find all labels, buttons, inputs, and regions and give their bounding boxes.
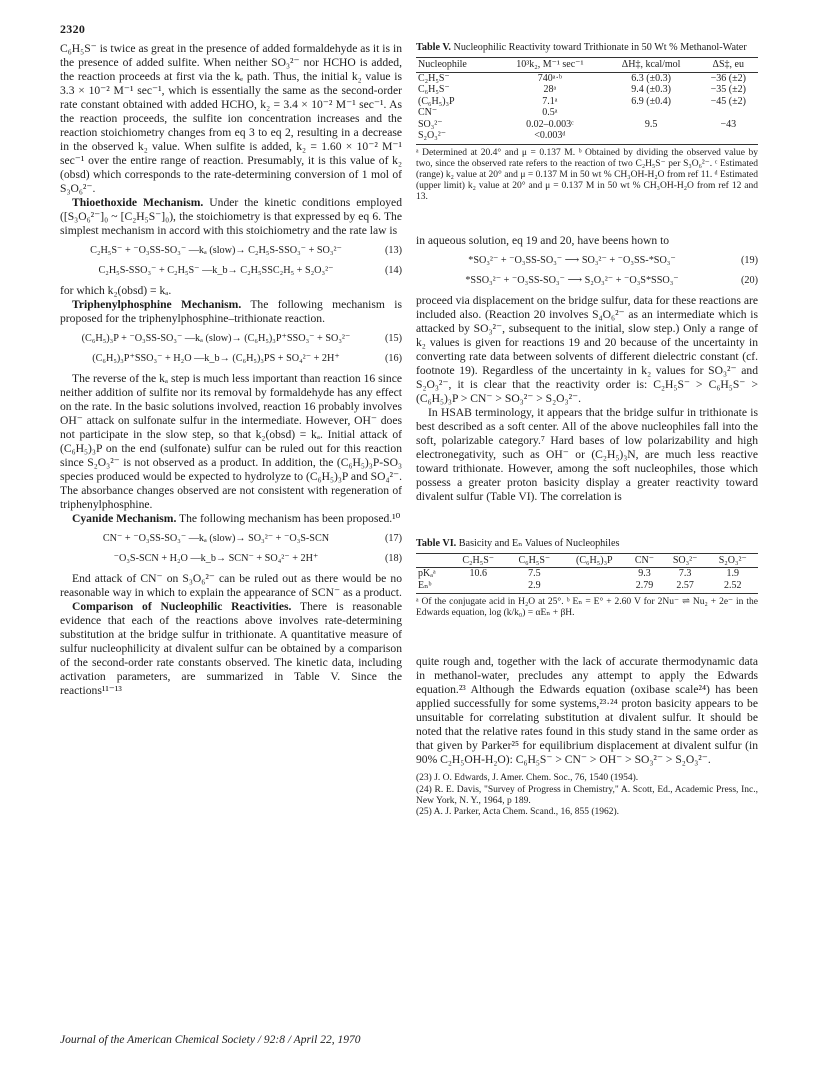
table-row <box>416 96 758 108</box>
right-column <box>416 42 758 818</box>
section-triphenylphosphine <box>60 298 402 326</box>
column-header: C₆H₅S⁻ <box>506 553 562 568</box>
table-footnote: ᵃ Determined at 20.4° and μ = 0.137 M. ᵇ Obtained by dividing the observed value by two, since the observed rate refers to the reaction of two C₂H₅S⁻ per S₃O₆²⁻. ᶜ Estimated (range) k₂ value at 20° and μ = 0.137 M in 50 wt % CH₃OH-H₂O from ref 11. ᵈ Estimated (upper limit) k₂ value at 20° and μ = 0.137 M in 50 wt % CH₃OH-H₂O from ref 12 and 13. <box>416 147 758 203</box>
table-cell <box>604 130 699 144</box>
table-cell: −36 (±2) <box>710 72 746 84</box>
table-caption: Basicity and Eₙ Values of Nucleophiles <box>456 537 620 549</box>
equation-number: (15) <box>385 333 402 344</box>
table-cell <box>604 107 699 119</box>
table-6 <box>416 538 758 620</box>
body-paragraph: for which k₂(obsd) = kₐ. <box>60 284 172 297</box>
table-cell: 7.3 <box>678 568 692 580</box>
equation-15 <box>60 332 402 346</box>
table-cell <box>562 580 626 594</box>
column-header: C₂H₅S⁻ <box>450 553 506 568</box>
equation-text: C₂H₅S-SSO₃⁻ + C₂H₅S⁻ —k_b→ C₂H₅SSC₂H₅ + S₂O₃²⁻ <box>98 265 334 276</box>
column-header: ΔH‡, kcal/mol <box>604 58 699 73</box>
equation-number: (20) <box>741 274 758 286</box>
table-cell <box>699 107 758 119</box>
journal-footer: Journal of the American Chemical Society / 92:8 / April 22, 1970 <box>60 1034 361 1046</box>
table-cell: 9.4 (±0.3) <box>631 84 671 95</box>
table-footnote: ᵃ Of the conjugate acid in H₂O at 25°. ᵇ Eₙ = E° + 2.60 V for 2Nu⁻ ⇌ Nu₂ + 2e⁻ in the Edwards equation, log (k/k₀) = αEₙ + βH. <box>416 597 758 619</box>
table-cell: Eₙᵇ <box>416 580 450 594</box>
table-cell: 2.9 <box>506 580 562 594</box>
table-cell: 0.02–0.003ᶜ <box>526 118 574 130</box>
body-text: Under the kinetic conditions employed ([S₃O₆²⁻]₀ ~ [C₂H₅S⁻]₀), the stoichiometry is that expressed by eq 6. The simplest mechanism in accord with this stoichiometry and the rate law is <box>60 196 402 237</box>
column-header: S₂O₃²⁻ <box>708 553 758 568</box>
body-paragraph: in aqueous solution, eq 19 and 20, have beens hown to <box>416 233 670 247</box>
table-cell: SO₃²⁻ <box>418 118 443 130</box>
equation-20 <box>416 274 758 288</box>
equation-number: (17) <box>385 533 402 544</box>
table-label: Table V. <box>416 42 451 53</box>
page-number: 2320 <box>60 22 86 36</box>
equation-number: (13) <box>385 245 402 256</box>
equation-17 <box>60 532 402 546</box>
reference-item: (25) A. J. Parker, Acta Chem. Scand., 16, 855 (1962). <box>416 807 620 818</box>
table-cell: 6.9 (±0.4) <box>631 95 671 107</box>
column-header: ΔS‡, eu <box>699 58 758 73</box>
table-row <box>416 84 758 96</box>
body-text: The following mechanism is proposed for the triphenylphosphine–trithionate reaction. <box>60 298 402 325</box>
section-heading: Cyanide Mechanism. <box>72 512 177 525</box>
body-paragraph: proceed via displacement on the bridge sulfur, data for these reactions are included also. (Reaction 20 involves S₄O₆²⁻ as an intermediate which is attacked by SO₃²⁻, subsequent to the initial, slow step.) Only a range of k₂ values is given for reactions 19 and 20 because of the uncertainty in converting rate data between solvents of different dielectric constant (cf. footnote 19). Regardless of the uncertainty in k₂ values for SO₃²⁻ and S₂O₃²⁻, it is clear that the reactivity order is: C₂H₅S⁻ > C₆H₅S⁻ > (C₆H₅)₃P > CN⁻ > SO₃²⁻ > S₂O₃²⁻. <box>416 293 758 405</box>
body-paragraph: End attack of CN⁻ on S₃O₆²⁻ can be ruled out as there would be no reasonable way in which to explain the appearance of SCN⁻ as a product. <box>60 572 402 599</box>
table-cell: pKₐᵃ <box>418 568 436 580</box>
body-paragraph: quite rough and, together with the lack of accurate thermodynamic data in methanol-water, precludes any attempt to apply the Edwards equation.²³ Although the Edwards equation (oxibase scale²⁴) has been applied successfully for some systems,²³·²⁴ proton basicity appears to be unsuitable for correlating substitution at divalent sulfur. It should be noted that the relative rates found in this study stand in the same order as that given by Parker²⁵ for equilibrium displacement at divalent sulfur (in 90% C₂H₅OH-H₂O): C₆H₅S⁻ > CN⁻ > OH⁻ > SO₃²⁻ > S₂O₃²⁻. <box>416 655 758 767</box>
equation-number: (18) <box>385 553 402 564</box>
section-comparison <box>60 600 402 698</box>
table-cell: −45 (±2) <box>710 95 746 107</box>
table-cell: 9.3 <box>638 568 651 580</box>
column-header: SO₃²⁻ <box>663 553 708 568</box>
table-row <box>416 119 758 131</box>
table-cell: CN⁻ <box>418 107 438 118</box>
table-cell: 740ᵃ·ᵇ <box>537 72 562 84</box>
table-row <box>416 130 758 144</box>
body-text: The following mechanism has been proposed.¹⁰ <box>176 512 401 525</box>
equation-number: (16) <box>385 353 402 364</box>
equation-14 <box>60 264 402 278</box>
table-cell: C₆H₅S⁻ <box>418 84 450 95</box>
table-cell: 2.57 <box>663 580 708 594</box>
column-header: (C₆H₅)₃P <box>562 553 626 568</box>
table-cell: 9.5 <box>644 118 658 130</box>
table-row <box>416 568 758 580</box>
table-title <box>416 42 758 54</box>
table-cell: 28ᵃ <box>543 84 557 95</box>
body-paragraph: The reverse of the kₐ step is much less important than reaction 16 since neither addition of sulfite nor its removal by formaldehyde has any effect on the rate. In the basic solutions involved, reaction 16 probably involves OH⁻ attack on sulfonate sulfur in the intermediate. However, OH⁻ does not participate in the slow step, so that k₂(obsd) = kₐ. Initial attack of (C₆H₅)₃P on the end (sulfonate) sulfur can be ruled out for this reaction since S₂O₃²⁻ is not observed as a product. In addition, the (C₆H₅)₃P-SO₃ species produced would be expected to hydrolyze to (C₆H₅)₃P and SO₄²⁻. The absorbance changes observed are not consistent with regeneration of triphenylphosphine. <box>60 372 402 511</box>
section-heading: Comparison of Nucleophilic Reactivities. <box>72 600 292 613</box>
reference-item: (24) R. E. Davis, "Survey of Progress in Chemistry," A. Scott, Ed., Academic Press, Inc., New York, N. Y., 1964, p 189. <box>416 784 758 806</box>
equation-text: *SO₃²⁻ + ⁻O₃SS-SO₃⁻ ⟶ SO₃²⁻ + ⁻O₃SS-*SO₃⁻ <box>468 254 676 266</box>
table-cell <box>450 580 506 594</box>
table-cell: S₂O₃²⁻ <box>416 130 496 144</box>
reference-item: (23) J. O. Edwards, J. Amer. Chem. Soc., 76, 1540 (1954). <box>416 773 639 784</box>
table-row <box>416 72 758 84</box>
equation-text: CN⁻ + ⁻O₃SS-SO₃⁻ —kₐ (slow)→ SO₃²⁻ + ⁻O₃S-SCN <box>102 533 330 544</box>
column-header <box>416 553 450 568</box>
section-cyanide <box>60 512 402 526</box>
column-header: CN⁻ <box>626 553 662 568</box>
column-header: 10³k₂, M⁻¹ sec⁻¹ <box>496 58 604 73</box>
data-table <box>416 57 758 145</box>
table-5 <box>416 42 758 204</box>
table-title <box>416 538 758 550</box>
table-cell: (C₆H₅)₃P <box>418 95 455 107</box>
equation-text: C₂H₅S⁻ + ⁻O₃SS-SO₃⁻ —kₐ (slow)→ C₂H₅S-SSO₃⁻ + SO₃²⁻ <box>90 245 342 256</box>
table-cell: −43 <box>720 118 737 130</box>
equation-text: (C₆H₅)₃P + ⁻O₃SS-SO₃⁻ —kₐ (slow)→ (C₆H₅)₃P⁺SSO₃⁻ + SO₃²⁻ <box>81 333 351 344</box>
table-cell: <0.003ᵈ <box>496 130 604 144</box>
equation-16 <box>60 352 402 366</box>
table-cell: −35 (±2) <box>710 84 746 95</box>
equation-number: (19) <box>741 254 758 266</box>
table-row <box>416 107 758 119</box>
table-cell: 7.5 <box>528 568 541 580</box>
body-paragraph: In HSAB terminology, it appears that the bridge sulfur in trithionate is best described as a soft center. All of the above nucleophiles fall into the soft, polarizable category.⁷ Hard bases of low polarizability and high electronegativity, such as OH⁻ or (C₂H₅)₃N, are much less reactive toward trithionate. However, among the soft nucleophiles, those which possess a greater proton basicity display a greater reactivity toward divalent sulfur (Table VI). The correlation is <box>416 405 758 503</box>
equation-13 <box>60 244 402 258</box>
table-cell <box>699 130 758 144</box>
left-column <box>60 42 402 698</box>
body-text: There is reasonable evidence that each of the reactions above involves rate-determining substitution at the bridge sulfur in trithionate. A quantitative measure of sulfur nucleophilicity at divalent sulfur can be obtained by a comparison of the second-order rate constants observed. The kinetic data, including activation parameters, are summarized in Table V. Since the reactions¹¹⁻¹³ <box>60 600 402 697</box>
table-cell: C₂H₅S⁻ <box>418 72 450 84</box>
column-header: Nucleophile <box>416 58 496 73</box>
data-table <box>416 553 758 595</box>
body-paragraph: C₆H₅S⁻ is twice as great in the presence of added formaldehyde as it is in the presence of added sulfite. When neither SO₃²⁻ nor HCHO is added, the reaction proceeds at first via the kₑ path. Thus, the initial k₂ value is 3.3 × 10⁻² M⁻¹ sec⁻¹, which is essentially the same as the second-order rate constant obtained with added HCHO, k₂ = 3.4 × 10⁻² M⁻¹ sec⁻¹. As the reaction proceeds, the sulfite ion concentration increases and the reaction stoichiometry changes from eq 3 to eq 2, resulting in a decrease in the observed k₂ value. When sulfite is added, k₂ = 1.60 × 10⁻² M⁻¹ sec⁻¹ over the entire range of reaction. Presumably, it is this value of k₂ (obsd) which corresponds to the rate-determining conversion of 1 mol of S₃O₆²⁻. <box>60 42 402 195</box>
table-cell: 10.6 <box>469 568 487 580</box>
equation-text: ⁻O₃S-SCN + H₂O —k_b→ SCN⁻ + SO₄²⁻ + 2H⁺ <box>113 553 319 564</box>
table-cell: 2.79 <box>626 580 662 594</box>
equation-text: *SSO₃²⁻ + ⁻O₃SS-SO₃⁻ ⟶ S₂O₃²⁻ + ⁻O₃S*SSO₃⁻ <box>465 274 679 286</box>
section-heading: Triphenylphosphine Mechanism. <box>72 298 242 311</box>
table-cell: 2.52 <box>708 580 758 594</box>
table-row <box>416 580 758 594</box>
section-heading: Thioethoxide Mechanism. <box>72 196 204 209</box>
references <box>416 773 758 818</box>
section-thioethoxide <box>60 196 402 238</box>
table-cell: 6.3 (±0.3) <box>631 72 671 84</box>
table-cell: 0.5ᵃ <box>542 107 558 118</box>
table-cell <box>562 568 626 580</box>
table-label: Table VI. <box>416 537 457 549</box>
equation-19 <box>416 254 758 268</box>
table-caption: Nucleophilic Reactivity toward Trithionate in 50 Wt % Methanol-Water <box>450 42 747 53</box>
equation-18 <box>60 552 402 566</box>
table-cell: 7.1ᵃ <box>542 95 558 107</box>
table-cell: 1.9 <box>726 568 740 580</box>
equation-number: (14) <box>385 265 402 276</box>
equation-text: (C₆H₅)₃P⁺SSO₃⁻ + H₂O —k_b→ (C₆H₅)₃PS + SO₄²⁻ + 2H⁺ <box>92 353 340 364</box>
